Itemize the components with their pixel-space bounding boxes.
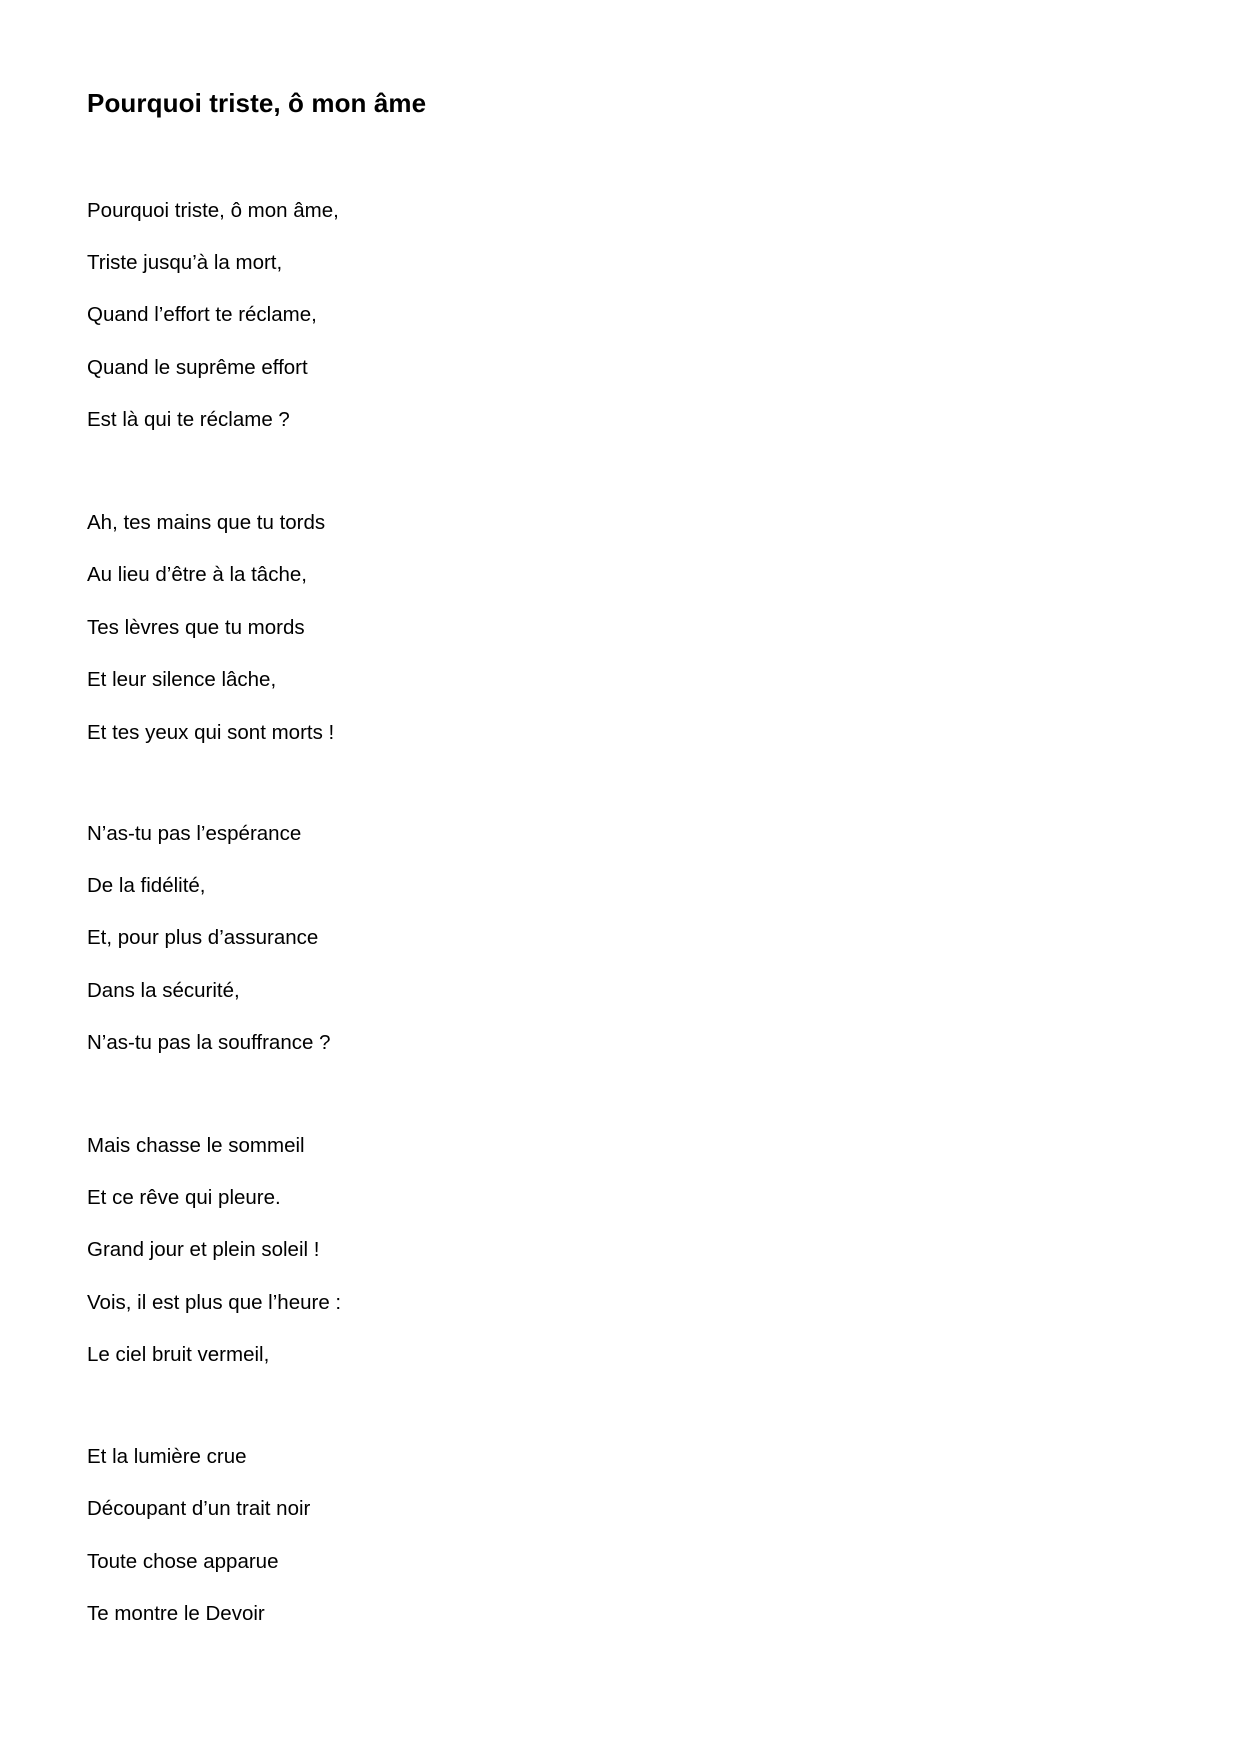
- verse-line: Toute chose apparue: [87, 1550, 279, 1573]
- verse-line: Le ciel bruit vermeil,: [87, 1343, 270, 1366]
- verse-line: Dans la sécurité,: [87, 979, 240, 1002]
- verse-line: Quand l’effort te réclame,: [87, 303, 317, 326]
- verse-line: Et leur silence lâche,: [87, 668, 277, 691]
- verse-line: Et, pour plus d’assurance: [87, 926, 319, 949]
- verse-line: Tes lèvres que tu mords: [87, 616, 305, 639]
- poem-title: Pourquoi triste, ô mon âme: [87, 88, 427, 118]
- verse-line: Et la lumière crue: [87, 1445, 247, 1468]
- verse-line: Découpant d’un trait noir: [87, 1497, 311, 1520]
- verse-line: Triste jusqu’à la mort,: [87, 251, 283, 274]
- verse-line: Et ce rêve qui pleure.: [87, 1186, 281, 1209]
- verse-line: N’as-tu pas la souffrance ?: [87, 1031, 331, 1054]
- verse-line: Vois, il est plus que l’heure :: [87, 1291, 342, 1314]
- verse-line: Et tes yeux qui sont morts !: [87, 721, 335, 744]
- verse-line: Au lieu d’être à la tâche,: [87, 563, 307, 586]
- verse-line: Mais chasse le sommeil: [87, 1134, 305, 1157]
- verse-line: N’as-tu pas l’espérance: [87, 822, 302, 845]
- verse-line: Te montre le Devoir: [87, 1602, 265, 1625]
- verse-line: Est là qui te réclame ?: [87, 408, 290, 431]
- verse-line: Quand le suprême effort: [87, 356, 308, 379]
- verse-line: Grand jour et plein soleil !: [87, 1238, 320, 1261]
- verse-line: Pourquoi triste, ô mon âme,: [87, 199, 339, 222]
- verse-line: Ah, tes mains que tu tords: [87, 511, 326, 534]
- verse-line: De la fidélité,: [87, 874, 206, 897]
